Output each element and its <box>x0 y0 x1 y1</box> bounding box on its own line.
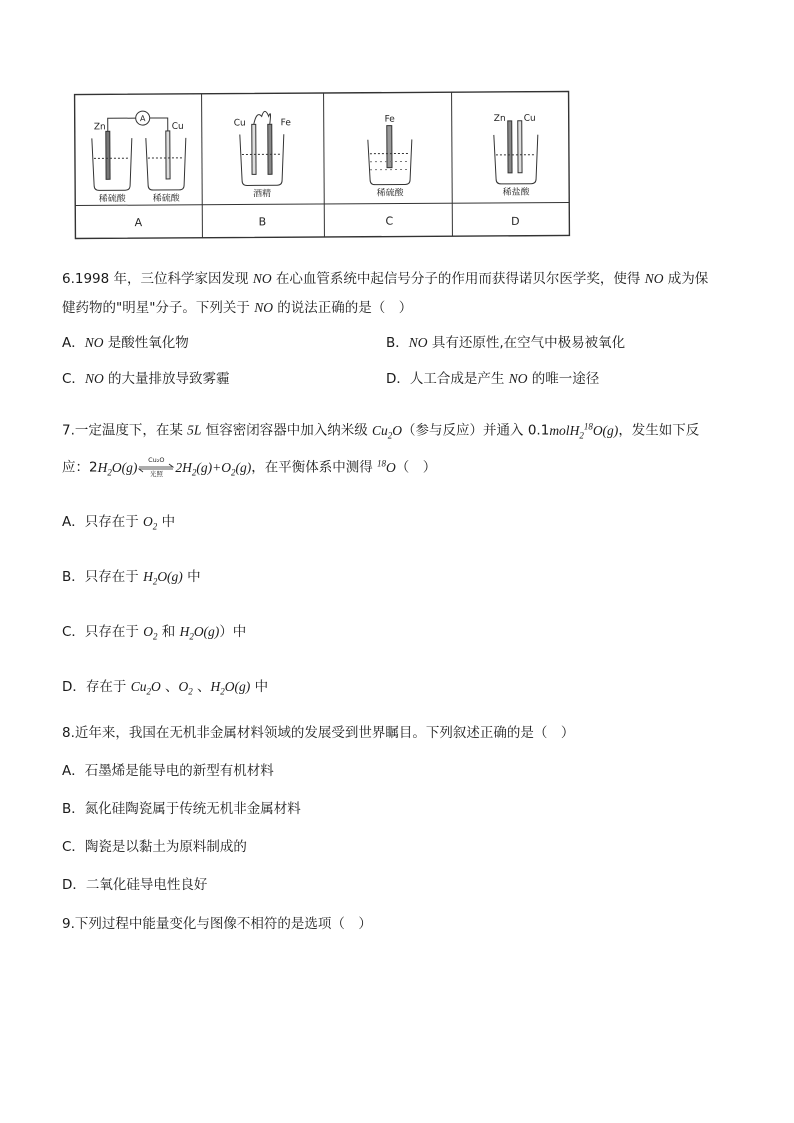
q7-text: （ ） <box>395 459 437 476</box>
q8-stem: 8.近年来，我国在无机非金属材料领域的发展受到世界瞩目。下列叙述正确的是（ ） <box>62 725 575 741</box>
q6-option-a[interactable] <box>62 333 189 353</box>
panel-c-liquid: 稀硫酸 <box>376 188 404 199</box>
q6-text: 的说法正确的是（ ） <box>272 300 413 316</box>
q7-text: 7.一定温度下，在某 <box>62 422 188 439</box>
option-label: A． <box>62 335 85 351</box>
no-formula: NO <box>508 371 528 386</box>
option-text: C．只存在于 <box>62 624 144 640</box>
panel-a-metal-left: Zn <box>93 122 106 133</box>
panel-b-metal-right: Fe <box>280 118 291 129</box>
q8-option-b[interactable]: B．氮化硅陶瓷属于传统无机非金属材料 <box>62 801 301 817</box>
q7-option-b[interactable] <box>62 567 201 592</box>
q6-text: 成为保 <box>663 271 709 287</box>
panel-a-liquid-right: 稀硫酸 <box>152 193 180 205</box>
q8-option-d[interactable]: D．二氧化硅导电性良好 <box>62 877 208 893</box>
cu2o-formula: $Cu_2O$ <box>130 679 161 697</box>
separator: 、 <box>160 679 179 695</box>
q6-stem-line2 <box>62 298 412 318</box>
q7-stem-line1 <box>62 416 699 445</box>
q7-text: （参与反应）并通入 0.1 <box>402 422 550 439</box>
option-text: 的唯一途径 <box>527 371 600 387</box>
panel-c-metal: Fe <box>384 114 395 125</box>
q7-text: ，在平衡体系中测得 <box>251 459 377 476</box>
q8-option-a[interactable]: A．石墨烯是能导电的新型有机材料 <box>62 763 274 779</box>
option-text: 中 <box>182 569 201 585</box>
q7-option-d[interactable] <box>62 677 268 702</box>
option-text: 中 <box>157 514 176 530</box>
panel-d-metal-right: Cu <box>523 113 536 124</box>
option-text: ）中 <box>219 624 247 640</box>
panel-a-liquid-left: 稀硫酸 <box>98 194 126 205</box>
separator: 、 <box>192 679 211 695</box>
option-label: D．人工合成是产生 <box>386 371 509 387</box>
no-formula: NO <box>84 335 104 350</box>
q6-option-b[interactable] <box>386 333 625 353</box>
light-label: 光照 <box>149 469 163 478</box>
o2-formula: $O_2$ <box>178 679 193 697</box>
panel-b-drawing <box>240 111 284 185</box>
panel-b-metal-left: Cu <box>233 118 246 129</box>
panel-b-liquid: 酒精 <box>253 189 272 200</box>
panel-c-caption: C <box>385 214 394 228</box>
unit-mol: mol <box>549 422 570 438</box>
panel-a-caption: A <box>134 216 143 230</box>
option-text: 和 <box>157 624 180 640</box>
option-text: D．存在于 <box>62 679 131 695</box>
o2-formula: $O_2$ <box>143 514 158 532</box>
q7-text: 应：2 <box>62 459 98 476</box>
option-text: 是酸性氧化物 <box>103 335 189 351</box>
apparatus-figure <box>74 90 571 239</box>
no-formula: NO <box>84 371 104 386</box>
q7-option-a[interactable] <box>62 512 175 537</box>
cu2o-formula: $Cu_2O$ <box>372 422 403 441</box>
panel-d-caption: D <box>511 214 520 228</box>
reactant-formula: $H_2O(g)$ <box>97 459 138 478</box>
o2-formula: $O_2$ <box>143 624 158 642</box>
q6-stem-line1 <box>62 269 708 289</box>
no-formula: NO <box>644 271 664 286</box>
panel-c-drawing <box>368 125 412 184</box>
panel-d-liquid: 稀盐酸 <box>502 187 530 198</box>
formula-part: Cu <box>372 422 388 438</box>
q9-stem: 9.下列过程中能量变化与图像不相符的是选项（ ） <box>62 916 372 932</box>
panel-d-drawing <box>494 121 538 184</box>
water-formula: $H_2O(g)$ <box>179 624 220 642</box>
q6-option-c[interactable] <box>62 369 230 389</box>
q7-text: 恒容密闭容器中加入纳米级 <box>201 422 373 439</box>
volume-value: 5L <box>187 422 202 438</box>
option-text: B．只存在于 <box>62 569 144 585</box>
q6-text: 健药物的"明星"分子。下列关于 <box>62 300 255 316</box>
q6-text: 6.1998 年，三位科学家因发现 <box>62 271 253 287</box>
labeled-water-formula: molH$_2^{18}$O(g) <box>549 421 619 441</box>
option-text: 的大量排放导致雾霾 <box>103 371 230 387</box>
no-formula: NO <box>408 335 428 350</box>
water-formula: $H_2O(g)$ <box>143 569 183 587</box>
panel-d-metal-left: Zn <box>493 113 506 124</box>
q7-stem-line2 <box>62 453 436 482</box>
apparatus-figure-svg <box>74 90 571 239</box>
catalyst-label: Cu₂O <box>148 455 165 464</box>
q6-option-d[interactable] <box>386 369 599 389</box>
q8-option-c[interactable]: C．陶瓷是以黏土为原料制成的 <box>62 839 247 855</box>
no-formula: NO <box>254 300 273 315</box>
water-formula: $H_2O(g)$ <box>210 679 251 697</box>
option-text: A．只存在于 <box>62 514 144 530</box>
panel-a-metal-right: Cu <box>171 121 184 132</box>
isotope-formula: $^{18}$O <box>377 458 396 475</box>
q7-text: ，发生如下反 <box>618 422 700 439</box>
equilibrium-arrow <box>137 455 175 478</box>
q7-option-c[interactable] <box>62 622 246 647</box>
q6-text: 在心血管系统中起信号分子的作用而获得诺贝尔医学奖，使得 <box>271 271 645 287</box>
option-label: B． <box>386 335 409 351</box>
panel-b-caption: B <box>258 215 267 229</box>
no-formula: NO <box>252 271 272 286</box>
option-text: 具有还原性,在空气中极易被氧化 <box>427 335 626 351</box>
product-formula: $2H_2(g)+O_2(g)$ <box>175 459 252 478</box>
option-text: 中 <box>250 679 269 695</box>
option-label: C． <box>62 371 85 387</box>
panel-a-meter: A <box>139 114 146 124</box>
